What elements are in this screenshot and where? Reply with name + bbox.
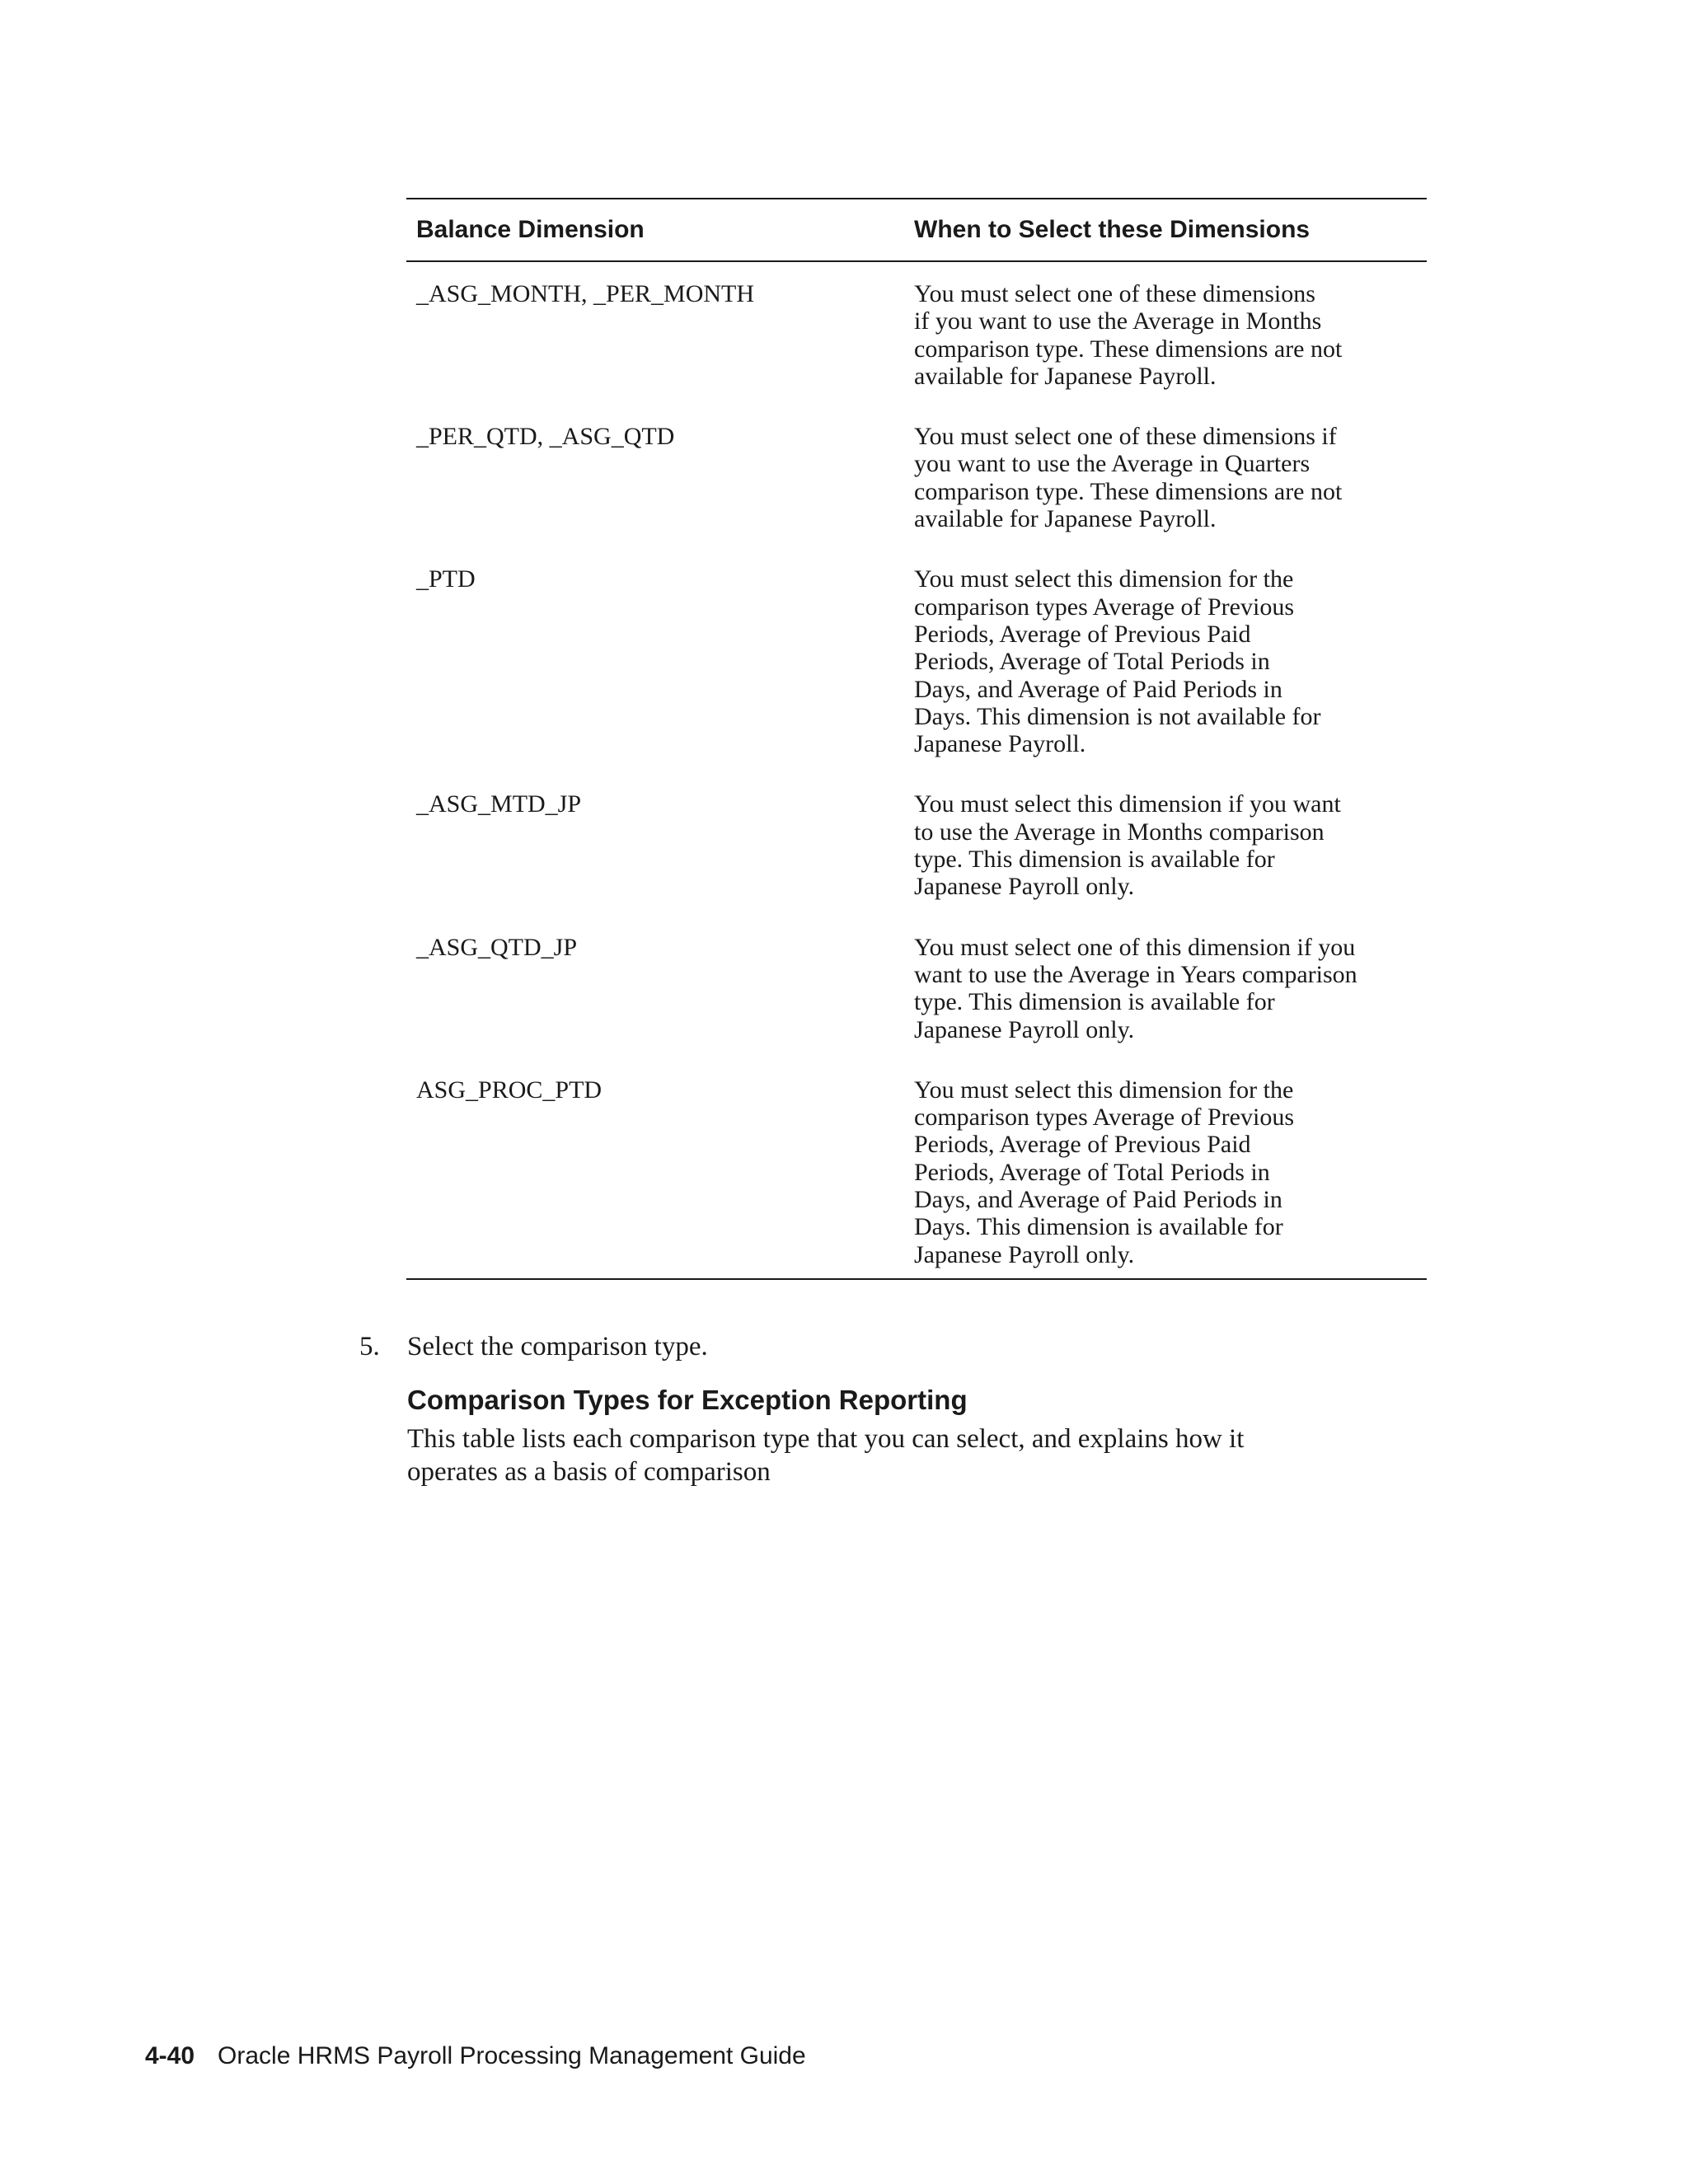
when-cell: You must select one of these dimensions if you want to use the Average in Months comparison type. These dimensions are not available for Japanese Payroll.	[914, 280, 1343, 390]
when-cell: You must select one of this dimension if you want to use the Average in Years comparison type. This dimension is available for Japanese Payroll only.	[914, 933, 1357, 1043]
table-row	[406, 790, 1427, 900]
when-cell: You must select one of these dimensions if you want to use the Average in Quarters comparison type. These dimensions are not available for Japanese Payroll.	[914, 423, 1343, 533]
dimension-cell: _ASG_MONTH, _PER_MONTH	[416, 280, 755, 307]
section-paragraph: This table lists each comparison type that you can select, and explains how it operates as a basis of comparison	[407, 1424, 1245, 1487]
when-cell: You must select this dimension for the comparison types Average of Previous Periods, Average of Previous Paid Periods, Average of Total Periods in Days, and Average of Paid Periods in Days. This dimension is not available for Japanese Payroll.	[914, 565, 1321, 758]
header-balance-dimension: Balance Dimension	[416, 216, 645, 243]
section-heading: Comparison Types for Exception Reporting	[407, 1385, 968, 1415]
dimension-cell: _ASG_QTD_JP	[416, 933, 578, 961]
table-row	[406, 280, 1427, 390]
table-row	[406, 565, 1427, 757]
balance-dimension-table	[406, 198, 1427, 1280]
table-body	[406, 262, 1427, 1278]
header-when-to-select: When to Select these Dimensions	[914, 216, 1311, 243]
dimension-cell: ASG_PROC_PTD	[416, 1076, 603, 1104]
when-cell: You must select this dimension if you want to use the Average in Months comparison type. This dimension is available for Japanese Payroll only.	[914, 790, 1341, 901]
step-text: Select the comparison type.	[407, 1332, 708, 1361]
when-cell: You must select this dimension for the comparison types Average of Previous Periods, Average of Previous Paid Periods, Average of Total Periods in Days, and Average of Paid Periods in Days. This dimension is available for Japanese Payroll only.	[914, 1076, 1295, 1268]
table-row	[406, 1076, 1427, 1268]
dimension-cell: _PTD	[416, 565, 476, 593]
step-number: 5.	[359, 1332, 380, 1361]
page-number: 4-40	[145, 2042, 195, 2069]
table-row	[406, 423, 1427, 532]
guide-title: Oracle HRMS Payroll Processing Management Guide	[218, 2042, 806, 2069]
table-header	[406, 199, 1427, 262]
dimension-cell: _PER_QTD, _ASG_QTD	[416, 423, 675, 451]
step-5	[359, 1332, 708, 1362]
page-footer	[145, 2042, 806, 2070]
table-row	[406, 934, 1427, 1043]
dimension-cell: _ASG_MTD_JP	[416, 790, 582, 818]
